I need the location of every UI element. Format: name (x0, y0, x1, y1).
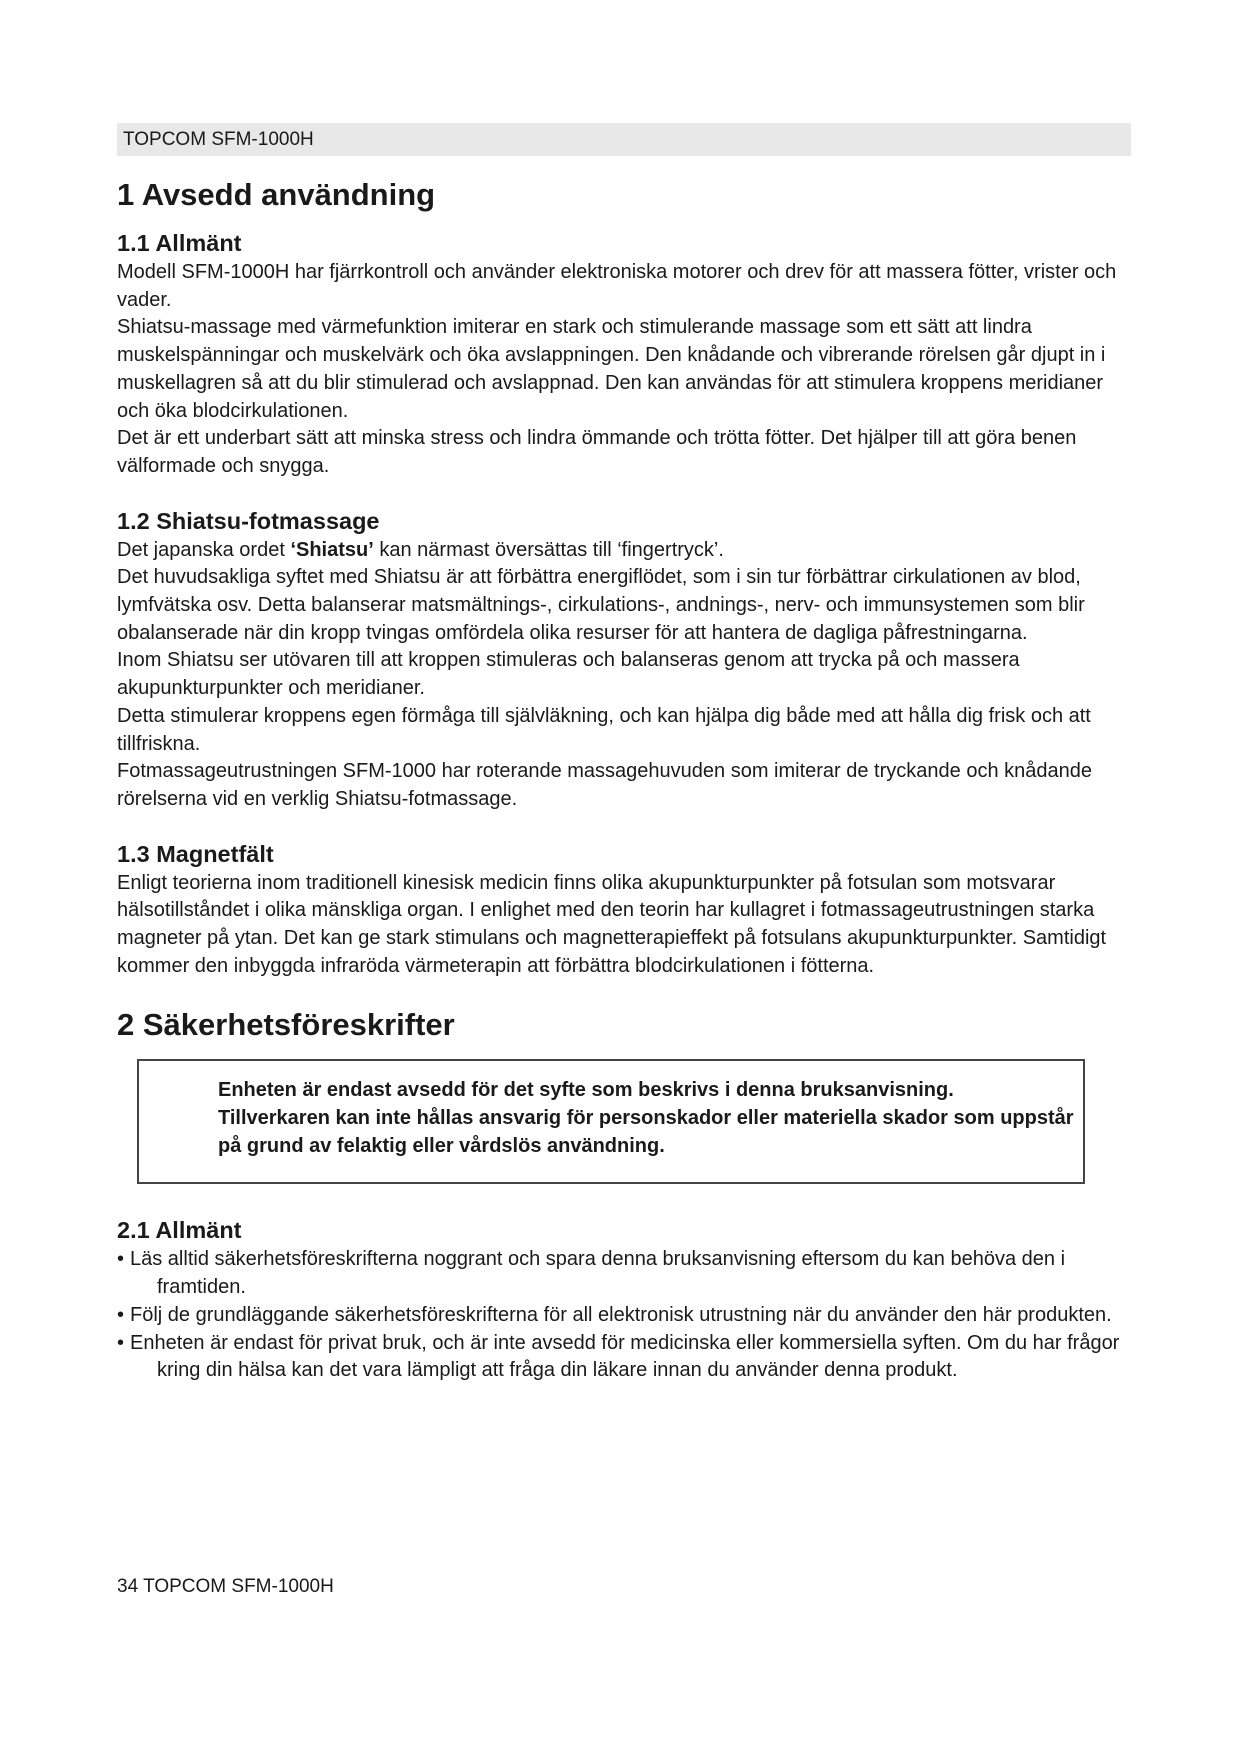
page-footer: 34 TOPCOM SFM-1000H (117, 1576, 334, 1597)
section-1-3-title: 1.3 Magnetfält (117, 840, 274, 867)
header-text: TOPCOM SFM-1000H (123, 129, 314, 150)
section-1-2-paragraph: Detta stimulerar kroppens egen förmåga till självläkning, och kan hjälpa dig både med att hålla dig frisk och att tillfriskna. (117, 704, 1091, 755)
list-item-text: Läs alltid säkerhetsföreskrifterna noggrant och spara denna bruksanvisning eftersom du kan behöva den i framtiden. (130, 1248, 1066, 1299)
section-2-1-title: 2.1 Allmänt (117, 1217, 242, 1244)
section-1-1-paragraph: Shiatsu-massage med värmefunktion imiterar en stark och stimulerande massage som ett sätt att lindra muskelspänningar och muskelvärk och öka avslappningen. Den knådande och vibrerande rörelsen går djupt in i muskellagren så att du blir stimulerad och avslappnad. Den kan användas för att stimulera kroppens meridianer och öka blodcirkulationen. (117, 316, 1106, 422)
section-1-2-paragraph: Fotmassageutrustningen SFM-1000 har roterande massagehuvuden som imiterar de tryckande och knådande rörelserna vid en verklig Shiatsu-fotmassage. (117, 760, 1092, 810)
section-1-2-paragraph: Det huvudsakliga syftet med Shiatsu är att förbättra energiflödet, som i sin tur förbättrar cirkulationen av blod, lymfvätska osv. Detta balanserar matsmältnings-, cirkulations-, andnings-, nerv- och immunsystemen som blir obalanserade när din kropp tvingas omfördela olika resurser för att hantera de dagliga påfrestningarna. (117, 566, 1085, 644)
list-item-text: Enheten är endast för privat bruk, och är inte avsedd för medicinska eller kommersiella syften. Om du har frågor kring din hälsa kan det vara lämpligt att fråga din läkare innan du använder denna produkt. (130, 1331, 1120, 1382)
shiatsu-term: ‘Shiatsu’ (290, 538, 374, 561)
section-1-1-paragraph: Modell SFM-1000H har fjärrkontroll och använder elektroniska motorer och drev för att massera fötter, vrister och vader. (117, 261, 1117, 311)
warning-box (137, 1059, 1085, 1184)
warning-text (218, 1077, 1078, 1160)
list-item (117, 1330, 1131, 1385)
safety-bullet-list (117, 1246, 1131, 1385)
section-1-1-paragraph: Det är ett underbart sätt att minska stress och lindra ömmande och trötta fötter. Det hjälper till att göra benen välformade och snygga. (117, 427, 1077, 477)
section-1-1-title: 1.1 Allmänt (117, 230, 242, 256)
list-item (117, 1302, 1131, 1330)
page-header (117, 123, 1131, 156)
list-item-text: Följ de grundläggande säkerhetsföreskrifterna för all elektronisk utrustning när du använder den här produkten. (130, 1303, 1112, 1326)
intro-text-end: kan närmast översättas till ‘fingertryck’. (373, 538, 724, 561)
section-1-title: 1 Avsedd användning (117, 177, 436, 212)
intro-text: Det japanska ordet (117, 538, 291, 561)
section-1-2-paragraph: Inom Shiatsu ser utövaren till att kroppen stimuleras och balanseras genom att trycka på och massera akupunkturpunkter och meridianer. (117, 649, 1020, 700)
list-item (117, 1246, 1131, 1301)
bullet-icon: • (117, 1331, 125, 1354)
bullet-icon: • (117, 1303, 125, 1326)
bullet-icon: • (117, 1248, 125, 1271)
section-1-3-paragraph: Enligt teorierna inom traditionell kinesisk medicin finns olika akupunkturpunkter på fotsulan som motsvarar hälsotillståndet i olika mänskliga organ. I enlighet med den teorin har kullagret i fotmassageutrustningen starka magneter på ytan. Det kan ge stark stimulans och magnetterapieffekt på fotsulans akupunkturpunkter. Samtidigt kommer den inbyggda infraröda värmeterapin att förbättra blodcirkulationen i fötterna. (117, 871, 1107, 977)
section-2-title: 2 Säkerhetsföreskrifter (117, 1007, 455, 1043)
page-content (117, 175, 1131, 1385)
section-1-2-intro-paragraph (117, 537, 1131, 565)
section-1-2-title: 1.2 Shiatsu-fotmassage (117, 507, 380, 534)
warning-line: Tillverkaren kan inte hållas ansvarig för personskador eller materiella skador som uppstår på grund av felaktig eller vårdslös användning. (218, 1107, 1074, 1157)
warning-line: Enheten är endast avsedd för det syfte som beskrivs i denna bruksanvisning. (218, 1079, 954, 1102)
